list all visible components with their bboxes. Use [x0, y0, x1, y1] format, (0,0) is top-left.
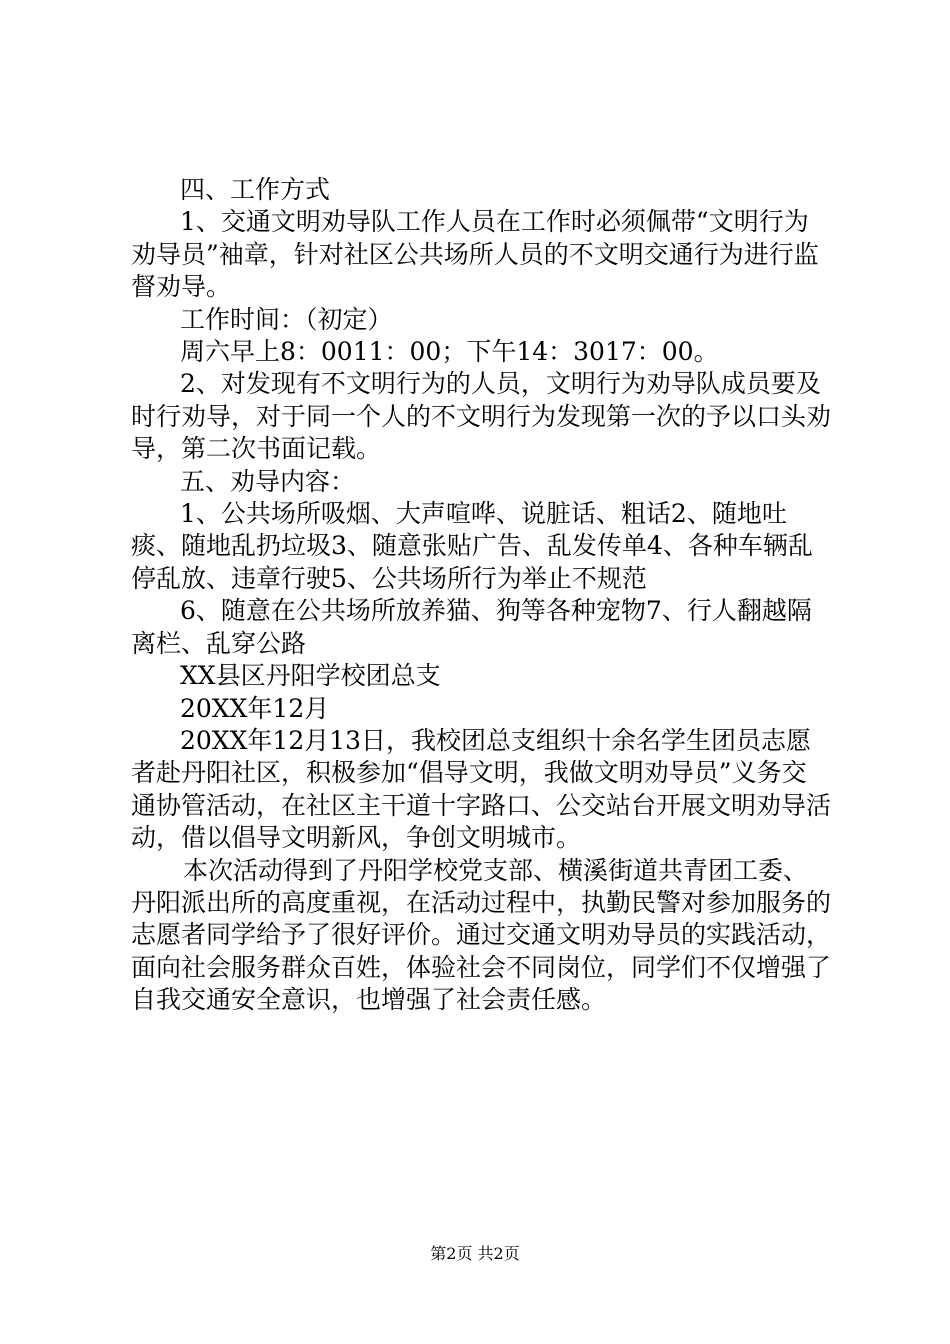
- paragraph-work-method-2: 2、对发现有不文明行为的人员，文明行为劝导队成员要及时行劝导，对于同一个人的不文明行为发现第一次的予以口头劝导，第二次书面记载。: [131, 369, 832, 464]
- paragraph-work-method-1: 1、交通文明劝导队工作人员在工作时必须佩带“文明行为劝导员”袖章，针对社区公共场所人员的不文明交通行为进行监督劝导。: [131, 207, 819, 302]
- paragraph-guidance-list-1: 1、公共场所吸烟、大声喧哗、说脏话、粗话2、随地吐痰、随地乱扔垃圾3、随意张贴广告、乱发传单4、各种车辆乱停乱放、违章行驶5、公共场所行为举止不规范: [131, 499, 813, 593]
- paragraph-activity-report: 20XX年12月13日，我校团总支组织十余名学生团员志愿者赴丹阳社区，积极参加“倡导文明，我做文明劝导员”义务交通协管活动，在社区主干道十字路口、公交站台开展文明劝导活动，借以倡导文明新风，争创文明城市。: [131, 725, 832, 853]
- paragraph-organization: XX县区丹阳学校团总支: [180, 661, 441, 691]
- paragraph-work-time-label: 工作时间：（初定）: [180, 304, 393, 334]
- page-number-footer: 第2页 共2页: [430, 1244, 520, 1263]
- section-heading-work-method: 四、工作方式: [180, 175, 331, 204]
- document-body: [131, 174, 831, 1017]
- section-heading-guidance-content: 五、劝导内容：: [180, 466, 356, 496]
- paragraph-activity-summary: 本次活动得到了丹阳学校党支部、横溪街道共青团工委、丹阳派出所的高度重视，在活动过程中，执勤民警对参加服务的志愿者同学给予了很好评价。通过交通文明劝导员的实践活动，面向社会服务群众百姓，体验社会不同岗位，同学们不仅增强了自我交通安全意识，也增强了社会责任感。: [131, 855, 832, 1015]
- paragraph-work-time-value: 周六早上8：0011：00；下午14：3017：00。: [180, 337, 719, 367]
- paragraph-guidance-list-2: 6、随意在公共场所放养猫、狗等各种宠物7、行人翻越隔离栏、乱穿公路: [131, 596, 812, 658]
- paragraph-date: 20XX年12月: [180, 693, 330, 723]
